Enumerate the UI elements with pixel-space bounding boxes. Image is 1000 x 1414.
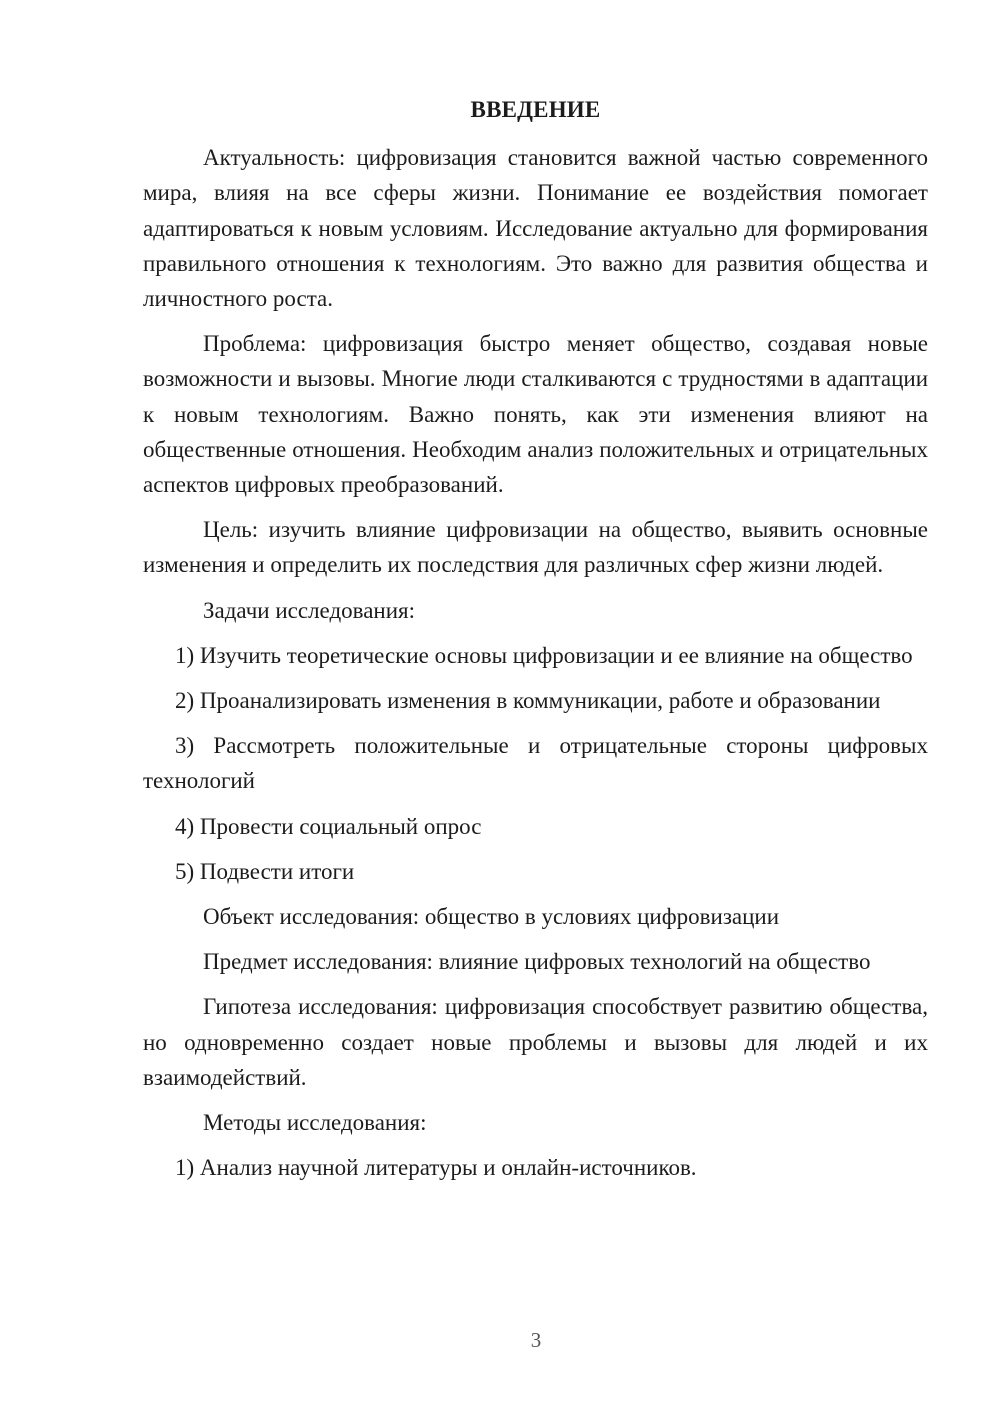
subject-paragraph: Предмет исследования: влияние цифровых технологий на общество bbox=[203, 949, 871, 975]
method-item: 1) Анализ научной литературы и онлайн-источников. bbox=[175, 1155, 697, 1181]
problem-paragraph: Проблема: цифровизация быстро меняет общество, создавая новые возможности и вызовы. Многие люди сталкиваются с трудностями в адаптации к новым технологиям. Важно понять, как эти изменения влияют на общественные отношения. Необходим анализ положительных и отрицательных аспектов цифровых преобразований. bbox=[143, 331, 928, 498]
task-item: 3) Рассмотреть положительные и отрицательные стороны цифровых технологий bbox=[143, 733, 928, 794]
task-item: 2) Проанализировать изменения в коммуникации, работе и образовании bbox=[175, 688, 881, 714]
object-paragraph: Объект исследования: общество в условиях цифровизации bbox=[203, 904, 780, 930]
goal-paragraph: Цель: изучить влияние цифровизации на общество, выявить основные изменения и определить их последствия для различных сфер жизни людей. bbox=[143, 517, 928, 578]
task-item: 1) Изучить теоретические основы цифровизации и ее влияние на общество bbox=[175, 642, 913, 668]
tasks-heading: Задачи исследования: bbox=[203, 597, 416, 623]
task-item: 5) Подвести итоги bbox=[175, 858, 355, 884]
document-body bbox=[143, 92, 928, 1195]
page-number: 3 bbox=[530, 1328, 542, 1352]
task-item: 4) Провести социальный опрос bbox=[175, 813, 482, 839]
hypothesis-paragraph: Гипотеза исследования: цифровизация способствует развитию общества, но одновременно создает новые проблемы и вызовы для людей и их взаимодействий. bbox=[143, 994, 928, 1090]
relevance-paragraph: Актуальность: цифровизация становится важной частью современного мира, влияя на все сферы жизни. Понимание ее воздействия помогает адаптироваться к новым условиям. Исследование актуально для формирования правильного отношения к технологиям. Это важно для развития общества и личностного роста. bbox=[143, 145, 928, 312]
section-title: ВВЕДЕНИЕ bbox=[470, 97, 601, 122]
methods-heading: Методы исследования: bbox=[203, 1110, 427, 1136]
